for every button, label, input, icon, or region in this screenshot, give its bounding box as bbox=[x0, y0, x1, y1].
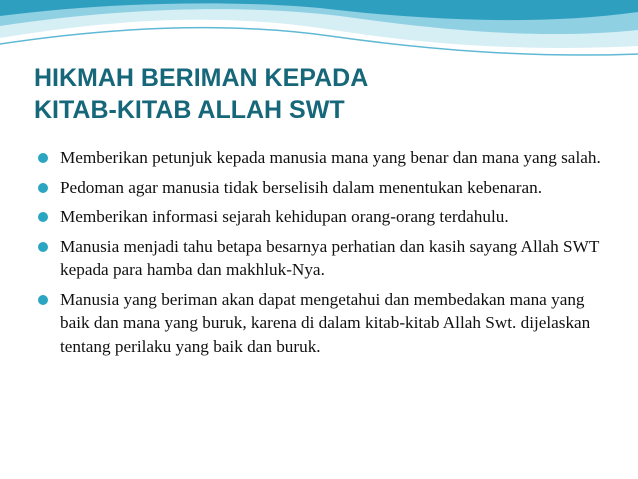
bullet-item bbox=[36, 205, 606, 229]
bullet-text: Pedoman agar manusia tidak berselisih dalam menentukan kebenaran. bbox=[60, 177, 543, 197]
bullet-item bbox=[36, 146, 606, 170]
bullet-item bbox=[36, 176, 606, 200]
bullet-text: Manusia yang beriman akan dapat mengetahui dan membedakan mana yang baik dan mana yang buruk, karena di dalam kitab-kitab Allah Swt. dijelaskan tentang perilaku yang baik dan buruk. bbox=[60, 289, 591, 356]
header-waves-decoration bbox=[0, 0, 638, 70]
bullet-item bbox=[36, 235, 606, 282]
title-line-1: HIKMAH BERIMAN KEPADA bbox=[34, 64, 369, 92]
slide-title bbox=[34, 62, 614, 126]
bullet-dot-icon bbox=[38, 242, 48, 252]
bullet-text: Memberikan informasi sejarah kehidupan orang-orang terdahulu. bbox=[60, 207, 509, 226]
bullet-list bbox=[36, 146, 606, 364]
bullet-text: Manusia menjadi tahu betapa besarnya perhatian dan kasih sayang Allah SWT kepada para hamba dan makhluk-Nya. bbox=[60, 236, 600, 279]
bullet-dot-icon bbox=[38, 212, 48, 222]
title-line-2: KITAB-KITAB ALLAH SWT bbox=[34, 96, 345, 124]
bullet-dot-icon bbox=[38, 153, 48, 163]
bullet-dot-icon bbox=[38, 295, 48, 305]
bullet-text: Memberikan petunjuk kepada manusia mana yang benar dan mana yang salah. bbox=[60, 148, 601, 167]
bullet-item bbox=[36, 288, 606, 359]
bullet-dot-icon bbox=[38, 183, 48, 193]
